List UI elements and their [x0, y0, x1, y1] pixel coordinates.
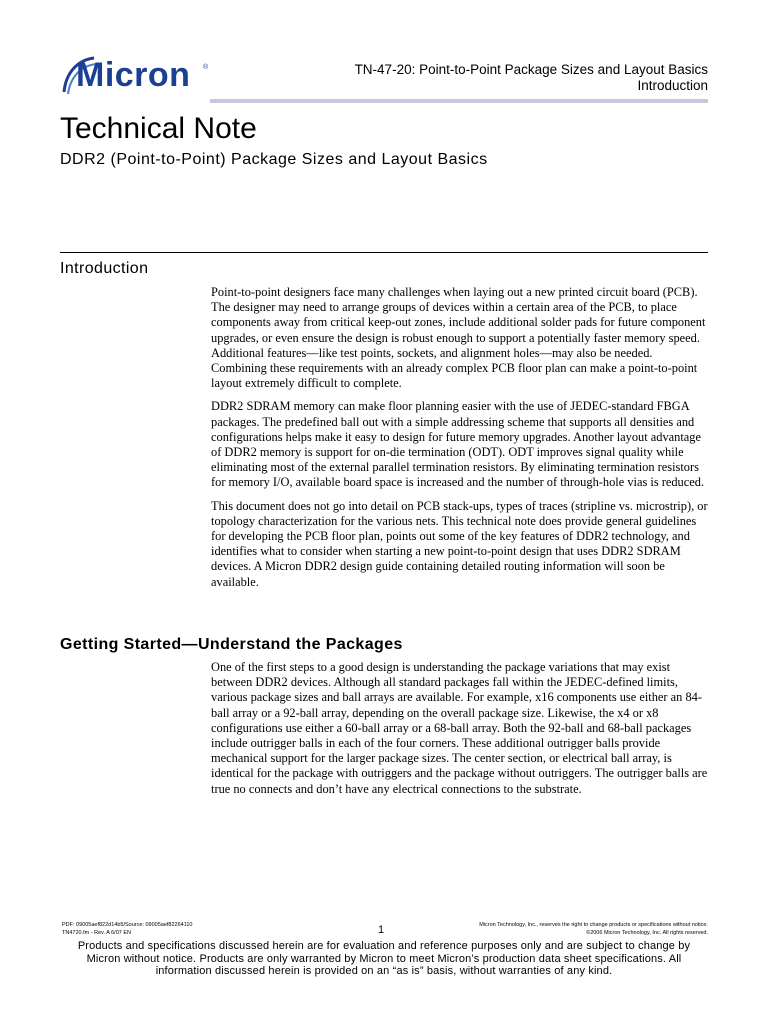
footer-rights-line-2: ©2006 Micron Technology, Inc. All rights reserved. — [586, 930, 708, 936]
footer-file-line: TN4720.fm - Rev. A 6/07 EN — [62, 930, 131, 936]
paragraph: One of the first steps to a good design is understanding the package variations that may exist between DDR2 devices. Although all standard packages fall within the JEDEC-defined limits, various package sizes and ball arrays are available. For example, x16 components use either an 84-ball array or a 92-ball array, depending on the overall package size. Likewise, the x4 or x8 configurations use either a 60-ball array or a 68-ball array. Both the 92-ball and 68-ball packages include outrigger balls in each of the four corners. These additional outrigger balls provide mechanical support for the larger package sizes. The center section, or electrical ball array, is identical for the package with outriggers and the package without outriggers. The outrigger balls are true no connects and don’t have any electrical connections to the substrate. — [211, 660, 708, 796]
section-body-introduction — [211, 285, 711, 598]
footer-source-info — [62, 921, 192, 937]
section-body-getting-started — [211, 660, 711, 805]
micron-logo — [60, 52, 210, 98]
paragraph: DDR2 SDRAM memory can make floor planning easier with the use of JEDEC-standard FBGA packages. The predefined ball out with a simple addressing scheme that supports all densities and configurations helps make it easy to design for future memory upgrades. Another layout advantage of DDR2 memory is support for on-die termination (ODT). ODT improves signal quality while eliminating most of the external parallel termination resistors. By eliminating termination resistors for memory I/O, available board space is increased and the number of through-hole vias is reduced. — [211, 399, 705, 490]
paragraph: This document does not go into detail on PCB stack-ups, types of traces (stripline vs. microstrip), or topology characterization for the various nets. This technical note does provide general guidelines for developing the PCB floor plan, points out some of the key features of DDR2 technology, and identifies what to consider when starting a new point-to-point design that uses DDR2 SDRAM devices. A Micron DDR2 design guide containing detailed routing information will soon be available. — [211, 498, 708, 589]
footer-rights — [479, 921, 708, 937]
footer-rights-line-1: Micron Technology, Inc., reserves the right to change products or specifications without notice. — [479, 922, 708, 928]
registered-mark: ® — [203, 64, 209, 71]
section-heading-introduction: Introduction — [60, 260, 149, 277]
footer-pdf-line: PDF: 09005aef822d14b5/Source: 09005aef82264110 — [62, 922, 193, 928]
section-heading-getting-started: Getting Started—Understand the Packages — [60, 636, 403, 653]
section-divider — [60, 252, 708, 253]
footer-disclaimer: Products and specifications discussed herein are for evaluation and reference purposes only and are subject to change by Micron without notice. Products are only warranted by Micron to meet Micron’s production data sheet specifications. All information discussed herein is provided on an “as is” basis, without warranties of any kind. — [77, 940, 691, 977]
paragraph: Point-to-point designers face many challenges when laying out a new printed circuit board (PCB). The designer may need to arrange groups of devices within a certain area of the PCB, to place components away from critical keep-out zones, include additional solder pads for future component upgrades, or even ensure the design is robust enough to support a potentially faster memory speed. Additional features—like test points, sockets, and alignment holes—may also be needed. Combining these requirements with an already complex PCB floor plan can make a point-to-point layout extremely difficult to complete. — [211, 285, 706, 391]
header-rule — [210, 99, 708, 103]
running-header — [355, 62, 708, 94]
section-header: Introduction — [637, 78, 708, 93]
page-number: 1 — [378, 924, 385, 936]
logo-wordmark: Micron — [76, 56, 191, 94]
note-title-header: TN-47-20: Point-to-Point Package Sizes and Layout Basics — [354, 62, 708, 77]
document-subtitle: DDR2 (Point-to-Point) Package Sizes and Layout Basics — [60, 151, 488, 168]
document-type-title: Technical Note — [60, 112, 257, 145]
